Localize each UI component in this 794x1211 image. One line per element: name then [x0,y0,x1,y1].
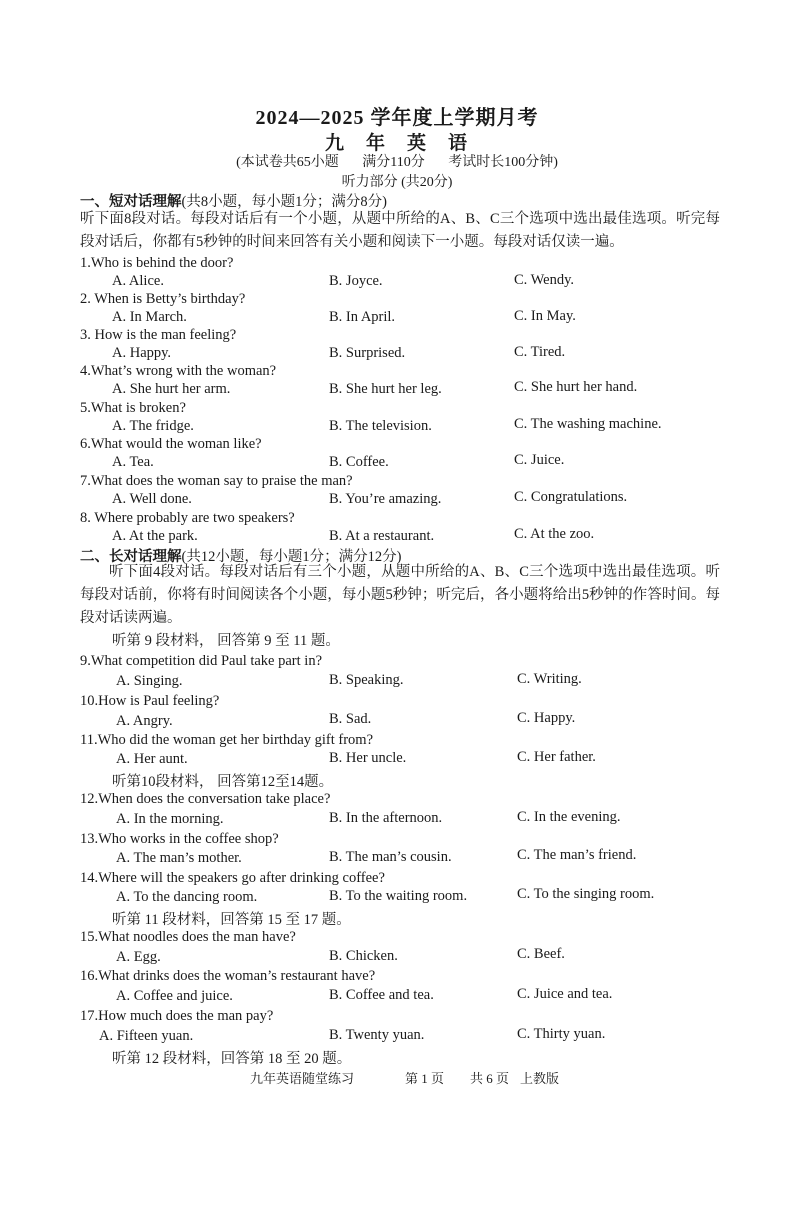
option-c: C. Juice. [514,452,565,468]
option-c: C. In May. [514,308,576,324]
option-a: A. In the morning. [116,811,224,827]
exam-subject: 九年英语 [324,133,489,154]
option-b: B. She hurt her leg. [329,381,442,397]
exam-info-count: (本试卷共65小题 [236,155,339,170]
question-stem: 9.What competition did Paul take part in? [80,653,323,669]
question-stem: 4.What’s wrong with the woman? [80,363,277,379]
section2-heading-scoring: (共12小题，每小题1分；满分12分) [181,549,402,565]
question-stem: 14.Where will the speakers go after drinking coffee? [80,870,385,886]
option-a: A. She hurt her arm. [112,381,231,397]
option-c: C. She hurt her hand. [514,379,638,395]
option-b: B. Surprised. [329,345,406,361]
footer-title: 九年英语随堂练习 [250,1071,355,1086]
section2-instruction: 听下面4段对话。每段对话后有三个小题，从题中所给的A、B、C三个选项中选出最佳选项。听每段对话前，你将有时间阅读各个小题，每小题5秒钟；听完后，各小题将给出5秒钟的作答时间。每段对话读两遍。 [80,564,720,626]
question-stem: 10.How is Paul feeling? [80,693,220,709]
section1-instruction: 听下面8段对话。每段对话后有一个小题，从题中所给的A、B、C三个选项中选出最佳选项。听完每段对话后，你都有5秒钟的时间来回答有关小题和阅读下一小题。每段对话仅读一遍。 [80,211,720,250]
option-a: A. Tea. [112,454,154,470]
option-c: C. Wendy. [514,272,575,288]
option-b: B. Chicken. [329,948,398,964]
question-stem: 1.Who is behind the door? [80,255,234,271]
material-10-instruction: 听第10段材料， 回答第12至14题。 [112,774,334,790]
question-stem: 5.What is broken? [80,400,186,416]
option-b: B. Sad. [329,711,372,727]
option-b: B. Her uncle. [329,750,407,766]
question-stem: 3. How is the man feeling? [80,327,237,343]
question-stem: 16.What drinks does the woman’s restaurant have? [80,968,376,984]
question-stem: 7.What does the woman say to praise the man? [80,473,353,489]
option-c: C. The man’s friend. [517,847,637,863]
option-b: B. Twenty yuan. [329,1027,425,1043]
option-c: C. Her father. [517,749,596,765]
option-c: C. In the evening. [517,809,621,825]
exam-title: 2024—2025 学年度上学期月考 [255,107,539,129]
option-c: C. The washing machine. [514,416,662,432]
section2-heading-title: 二、长对话理解 [80,549,182,565]
option-a: A. At the park. [112,528,198,544]
question-stem: 8. Where probably are two speakers? [80,510,295,526]
question-stem: 11.Who did the woman get her birthday gift from? [80,732,374,748]
option-a: A. Happy. [112,345,172,361]
footer-page-number: 第 1 页 [405,1071,445,1086]
footer-publisher: 上教版 [520,1071,560,1086]
option-b: B. The man’s cousin. [329,849,452,865]
question-stem: 2. When is Betty’s birthday? [80,291,246,307]
option-b: B. To the waiting room. [329,888,468,904]
question-stem: 15.What noodles does the man have? [80,929,296,945]
listening-part-heading: 听力部分 (共20分) [341,175,453,190]
option-a: A. In March. [112,309,187,325]
option-b: B. In the afternoon. [329,810,443,826]
option-a: A. To the dancing room. [116,889,258,905]
option-c: C. Thirty yuan. [517,1026,606,1042]
question-stem: 13.Who works in the coffee shop? [80,831,279,847]
option-b: B. Speaking. [329,672,404,688]
material-9-instruction: 听第 9 段材料， 回答第 9 至 11 题。 [112,633,340,649]
option-b: B. You’re amazing. [329,491,442,507]
option-c: C. Tired. [514,344,566,360]
option-c: C. At the zoo. [514,526,595,542]
option-c: C. Juice and tea. [517,986,613,1002]
option-a: A. Egg. [116,949,161,965]
option-b: B. The television. [329,418,432,434]
option-b: B. In April. [329,309,396,325]
option-c: C. To the singing room. [517,886,655,902]
option-a: A. Coffee and juice. [116,988,233,1004]
option-a: A. The fridge. [112,418,194,434]
material-11-instruction: 听第 11 段材料，回答第 15 至 17 题。 [112,912,351,928]
exam-info-time: 考试时长100分钟) [448,155,558,170]
material-12-instruction: 听第 12 段材料，回答第 18 至 20 题。 [112,1051,352,1067]
question-stem: 12.When does the conversation take place? [80,791,331,807]
option-a: A. Angry. [116,713,173,729]
option-b: B. Coffee and tea. [329,987,434,1003]
option-a: A. The man’s mother. [116,850,242,866]
option-c: C. Congratulations. [514,489,628,505]
exam-info-score: 满分110分 [362,155,425,170]
question-stem: 17.How much does the man pay? [80,1008,274,1024]
question-stem: 6.What would the woman like? [80,436,262,452]
option-c: C. Writing. [517,671,582,687]
option-c: C. Happy. [517,710,576,726]
footer-total-pages: 共 6 页 [470,1071,510,1086]
section1-heading-scoring: (共8小题，每小题1分；满分8分) [181,194,387,210]
section1-heading-title: 一、短对话理解 [80,194,182,210]
option-a: A. Her aunt. [116,751,188,767]
option-c: C. Beef. [517,946,565,962]
option-a: A. Singing. [116,673,183,689]
exam-info [0,151,794,171]
option-a: A. Fifteen yuan. [99,1028,194,1044]
option-b: B. At a restaurant. [329,528,435,544]
option-b: B. Coffee. [329,454,389,470]
option-b: B. Joyce. [329,273,383,289]
option-a: A. Alice. [112,273,164,289]
option-a: A. Well done. [112,491,192,507]
